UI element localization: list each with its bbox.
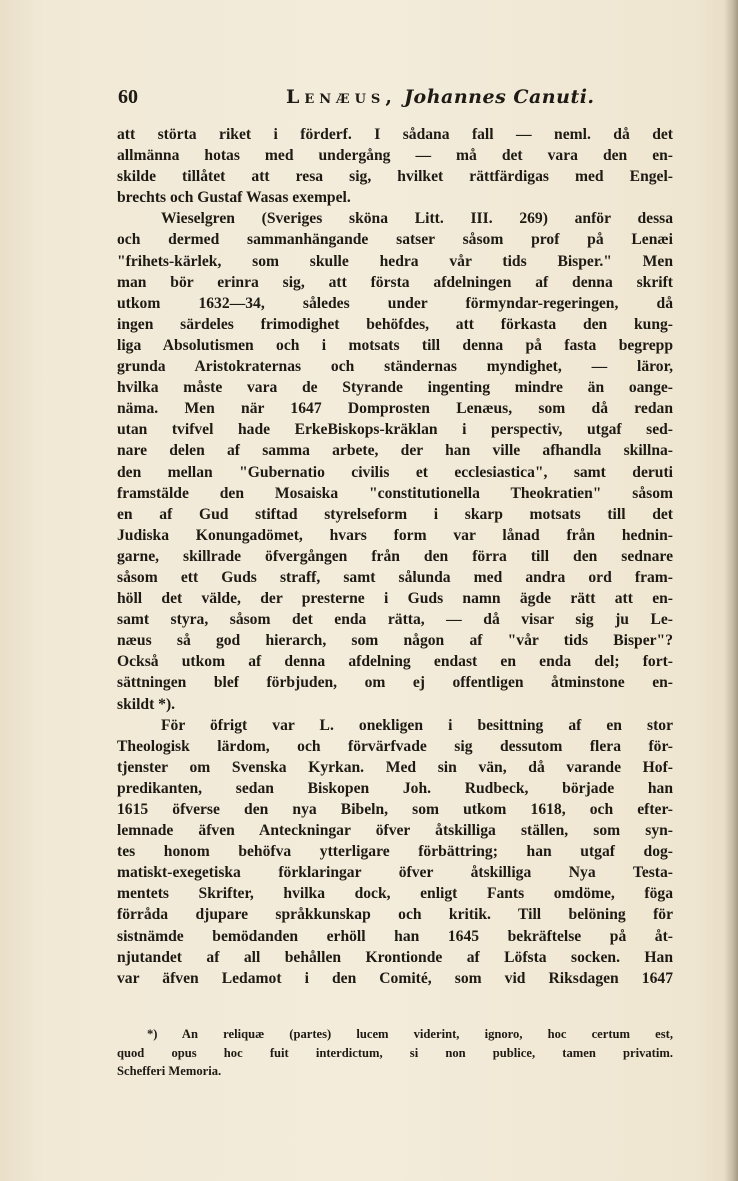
text-line: næus så god hierarch, som någon af "vår tids Bisper"? bbox=[117, 632, 673, 650]
text-line: sistnämde bemödanden erhöll han 1645 bekräftelse på åt- bbox=[117, 927, 673, 945]
text-line: Theologisk lärdom, och förvärfvade sig dessutom flera för- bbox=[117, 737, 673, 755]
text-line: höll det välde, der presterne i Guds namn ägde rätt att en- bbox=[117, 590, 673, 608]
text-line: brechts och Gustaf Wasas exempel. bbox=[117, 189, 351, 207]
text-line: predikanten, sedan Biskopen Joh. Rudbeck, började han bbox=[117, 779, 673, 797]
footnote-line: *) An reliquæ (partes) lucem viderint, ignoro, hoc certum est, bbox=[147, 1027, 673, 1041]
text-line: skildt *). bbox=[117, 695, 176, 713]
text-line: 1615 öfverse den nya Bibeln, som utkom 1618, och efter- bbox=[117, 801, 673, 818]
text-line: skilde tillåtet att resa sig, hvilket rättfärdigas med Engel- bbox=[117, 168, 673, 186]
text-line: För öfrigt var L. onekligen i besittning af en stor bbox=[161, 716, 673, 734]
text-line: såsom ett Guds straff, samt sålunda med andra ord fram- bbox=[117, 568, 673, 586]
text-line: tes honom behöfva ytterligare förbättring; han utgaf dog- bbox=[117, 843, 673, 861]
text-line: Judiska Konungadömet, hvars form var lånad från hednin- bbox=[117, 526, 673, 544]
text-line: sättningen blef förbjuden, om ej offentligen åtminstone en- bbox=[117, 674, 673, 692]
text-line: "frihets-kärlek, som skulle hedra vår tids Bisper." Men bbox=[117, 252, 673, 270]
text-line: utkom 1632—34, således under förmyndar-regeringen, då bbox=[117, 294, 673, 312]
text-line: en af Gud stiftad styrelseform i skarp motsats till det bbox=[117, 505, 673, 523]
text-line: mentets Skrifter, hvilka dock, enligt Fants omdöme, föga bbox=[117, 885, 673, 903]
text-line: Wieselgren (Sveriges sköna Litt. III. 269) anför dessa bbox=[161, 210, 673, 228]
text-line: liga Absolutismen och i motsats till denna på fasta begrepp bbox=[117, 336, 673, 354]
text-line: förråda djupare språkkunskap och kritik. Till belöning för bbox=[117, 906, 673, 924]
text-line: den mellan "Gubernatio civilis et ecclesiastica", samt deruti bbox=[117, 463, 673, 481]
footnote bbox=[117, 1025, 673, 1081]
text-line: nare delen af samma arbete, der han ville afhandla skillna- bbox=[117, 442, 673, 460]
text-line: hvilka måste vara de Styrande ingenting mindre än oange- bbox=[117, 379, 673, 397]
page-number: 60 bbox=[118, 86, 138, 108]
page-edge-shadow bbox=[724, 0, 738, 1181]
text-line: njutandet af all behållen Krontionde af Löfsta socken. Han bbox=[117, 948, 673, 966]
running-title bbox=[286, 86, 595, 108]
text-line: näma. Men när 1647 Domprosten Lenæus, som då redan bbox=[117, 400, 673, 418]
text-line: och dermed sammanhängande satser såsom prof på Lenæi bbox=[117, 231, 673, 249]
text-line: var äfven Ledamot i den Comité, som vid Riksdagen 1647 bbox=[117, 969, 673, 987]
text-line: man bör erinra sig, att första afdelningen af denna skrift bbox=[117, 273, 673, 291]
footnote-line: quod opus hoc fuit interdictum, si non publice, tamen privatim. bbox=[117, 1045, 673, 1060]
text-line: att störta riket i förderf. I sådana fall — neml. då det bbox=[117, 126, 673, 143]
text-line: garne, skillrade öfvergången från den förra till den sednare bbox=[117, 547, 673, 565]
text-line: grunda Aristokraternas och ständernas myndighet, — läror, bbox=[117, 358, 673, 376]
running-header bbox=[118, 86, 670, 116]
text-line: Också utkom af denna afdelning endast en enda del; fort- bbox=[117, 653, 673, 671]
text-line: matiskt-exegetiska förklaringar öfver åtskilliga Nya Testa- bbox=[117, 864, 673, 882]
text-line: allmänna hotas med undergång — må det vara den en- bbox=[117, 147, 673, 165]
footnote-line: Schefferi Memoria. bbox=[117, 1064, 222, 1078]
text-line: lemnade äfven Anteckningar öfver åtskilliga ställen, som syn- bbox=[117, 822, 673, 840]
text-line: framstälde den Mosaiska "constitutionella Theokratien" såsom bbox=[117, 484, 673, 502]
text-line: tjenster om Svenska Kyrkan. Med sin vän, då varande Hof- bbox=[117, 758, 673, 776]
text-line: ingen särdeles frimodighet behöfdes, att förkasta den kung- bbox=[117, 315, 673, 333]
text-line: utan tvifvel hade ErkeBiskops-kräklan i perspectiv, utgaf sed- bbox=[117, 421, 673, 439]
text-line: samt styra, såsom det enda rätta, — då visar sig ju Le- bbox=[117, 611, 673, 629]
main-text bbox=[117, 124, 673, 989]
author-name: Lenæus, bbox=[286, 86, 397, 108]
author-given-names: Johannes Canuti. bbox=[404, 86, 595, 108]
